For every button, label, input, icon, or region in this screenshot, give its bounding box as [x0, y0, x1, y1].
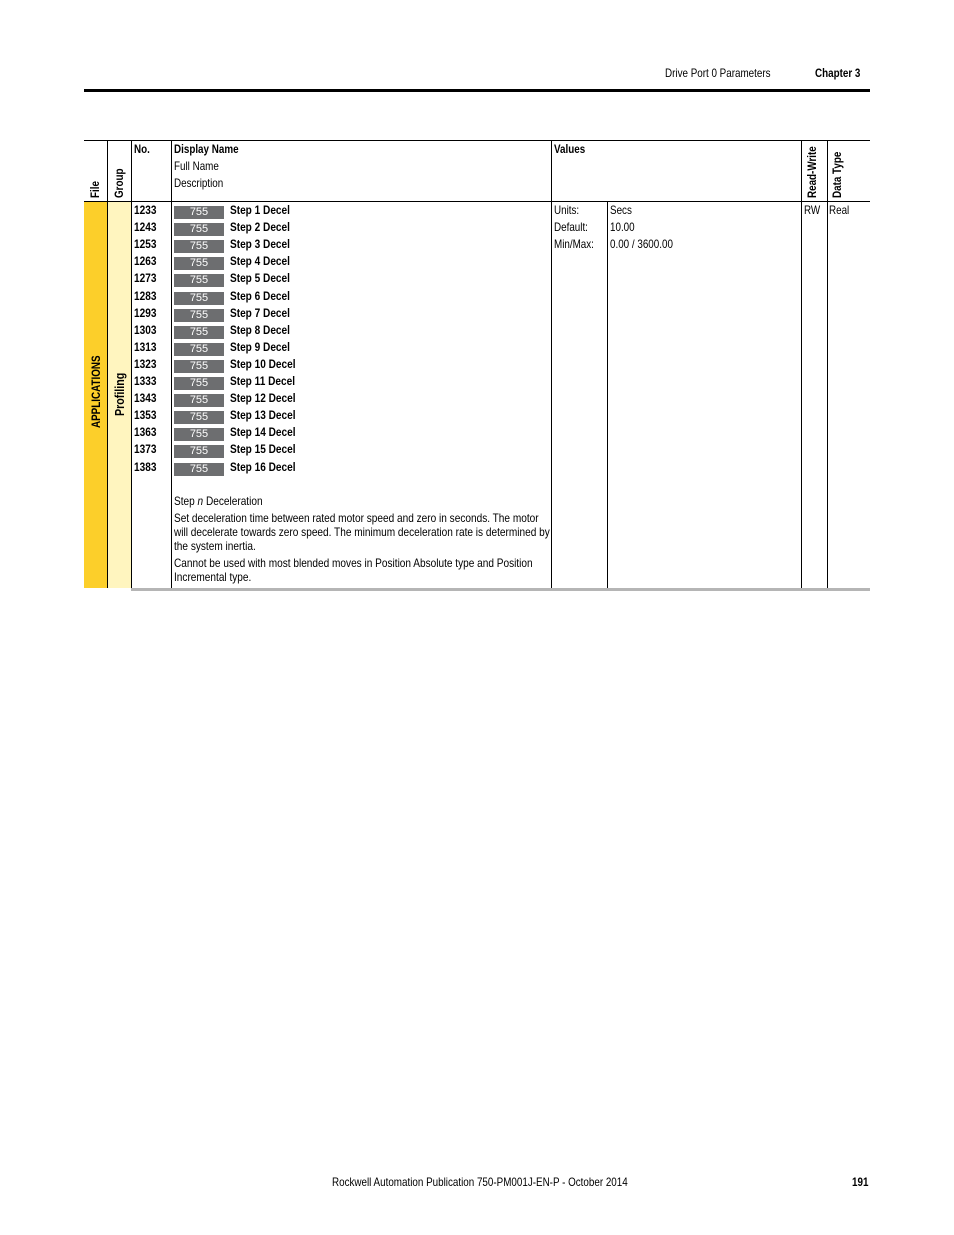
parameter-name: Step 7 Decel	[230, 305, 290, 320]
header-display-name: Display Name	[174, 142, 239, 156]
parameter-number: 1343	[134, 391, 157, 406]
drive-755-badge: 755	[174, 326, 224, 339]
table-bottom-border	[131, 588, 870, 591]
table-row	[84, 425, 484, 442]
drive-755-badge: 755	[174, 463, 224, 476]
divider-values	[607, 202, 608, 588]
minmax-label: Min/Max:	[554, 237, 594, 251]
parameter-name: Step 1 Decel	[230, 203, 290, 217]
table-row	[84, 306, 484, 323]
table-row	[84, 391, 484, 408]
table-row	[84, 460, 484, 477]
parameter-number: 1253	[134, 237, 157, 252]
divider-rw	[827, 140, 828, 588]
full-name-text: Step n Deceleration	[174, 494, 263, 508]
header-file: File	[88, 181, 102, 198]
parameter-name: Step 10 Decel	[230, 356, 296, 371]
table-row	[84, 237, 484, 254]
drive-755-badge: 755	[174, 240, 224, 253]
header-bottom-border	[84, 201, 870, 202]
table-row	[84, 340, 484, 357]
page-number: 191	[852, 1175, 869, 1189]
data-type-value: Real	[829, 203, 850, 217]
description-text-1: Set deceleration time between rated motor speed and zero in seconds. The motor will decelerate towards zero speed. The minimum deceleration rate is determined by the system inertia.	[174, 511, 550, 553]
section-title: Drive Port 0 Parameters	[664, 66, 771, 80]
file-label: APPLICATIONS	[89, 355, 103, 428]
parameter-name: Step 13 Decel	[230, 408, 296, 423]
parameter-name: Step 16 Decel	[230, 459, 296, 474]
drive-755-badge: 755	[174, 394, 224, 407]
header-data-type: Data Type	[830, 151, 844, 198]
default-label: Default:	[554, 220, 588, 234]
parameter-name: Step 6 Decel	[230, 288, 290, 303]
minmax-value: 0.00 / 3600.00	[610, 237, 673, 251]
drive-755-badge: 755	[174, 377, 224, 390]
drive-755-badge: 755	[174, 257, 224, 270]
parameter-name: Step 3 Decel	[230, 237, 290, 252]
drive-755-badge: 755	[174, 223, 224, 236]
parameter-number: 1293	[134, 305, 157, 320]
header-full-name: Full Name	[174, 159, 219, 173]
parameter-number: 1243	[134, 220, 157, 235]
table-row	[84, 203, 484, 220]
parameter-number: 1313	[134, 339, 157, 354]
drive-755-badge: 755	[174, 292, 224, 305]
default-value: 10.00	[610, 220, 635, 234]
parameter-table	[84, 140, 870, 590]
table-row	[84, 220, 484, 237]
table-row	[84, 271, 484, 288]
header-read-write: Read-Write	[805, 146, 819, 198]
parameter-description	[174, 494, 552, 587]
table-top-border	[84, 140, 870, 141]
drive-755-badge: 755	[174, 206, 224, 219]
parameter-number: 1383	[134, 459, 157, 474]
drive-755-badge: 755	[174, 428, 224, 441]
table-row	[84, 374, 484, 391]
parameter-name: Step 8 Decel	[230, 322, 290, 337]
table-row	[84, 408, 484, 425]
drive-755-badge: 755	[174, 309, 224, 322]
table-row	[84, 289, 484, 306]
divider-values-end	[801, 140, 802, 588]
units-label: Units:	[554, 203, 580, 217]
parameter-number: 1263	[134, 254, 157, 269]
publication-info: Rockwell Automation Publication 750-PM001J-EN-P - October 2014	[332, 1175, 628, 1189]
description-text-2: Cannot be used with most blended moves in Position Absolute type and Position Incremental type.	[174, 556, 533, 584]
parameter-number: 1323	[134, 356, 157, 371]
parameter-name: Step 14 Decel	[230, 425, 296, 440]
parameter-number: 1363	[134, 425, 157, 440]
table-row	[84, 323, 484, 340]
group-label: Profiling	[112, 372, 127, 416]
header-description: Description	[174, 176, 224, 190]
header-values: Values	[554, 142, 586, 156]
parameter-number: 1303	[134, 322, 157, 337]
drive-755-badge: 755	[174, 360, 224, 373]
parameter-name: Step 2 Decel	[230, 220, 290, 235]
chapter-label: Chapter 3	[814, 66, 861, 80]
read-write-value: RW	[804, 203, 821, 217]
parameter-number: 1273	[134, 271, 157, 286]
parameter-name: Step 5 Decel	[230, 271, 290, 286]
header-group: Group	[112, 168, 126, 198]
table-row	[84, 254, 484, 271]
parameter-number: 1333	[134, 374, 157, 388]
parameter-name: Step 11 Decel	[230, 374, 296, 388]
parameter-name: Step 12 Decel	[230, 391, 296, 406]
parameter-number: 1283	[134, 288, 157, 303]
header-no: No.	[134, 142, 150, 156]
parameter-name: Step 9 Decel	[230, 339, 290, 354]
parameter-number: 1373	[134, 442, 157, 457]
drive-755-badge: 755	[174, 274, 224, 287]
page-header	[665, 66, 870, 80]
drive-755-badge: 755	[174, 411, 224, 424]
drive-755-badge: 755	[174, 445, 224, 458]
parameter-number: 1353	[134, 408, 157, 423]
table-row	[84, 357, 484, 374]
drive-755-badge: 755	[174, 343, 224, 356]
header-rule	[84, 89, 870, 92]
table-row	[84, 442, 484, 459]
parameter-name: Step 4 Decel	[230, 254, 290, 269]
parameter-number: 1233	[134, 203, 157, 217]
parameter-name: Step 15 Decel	[230, 442, 296, 457]
units-value: Secs	[610, 203, 632, 217]
